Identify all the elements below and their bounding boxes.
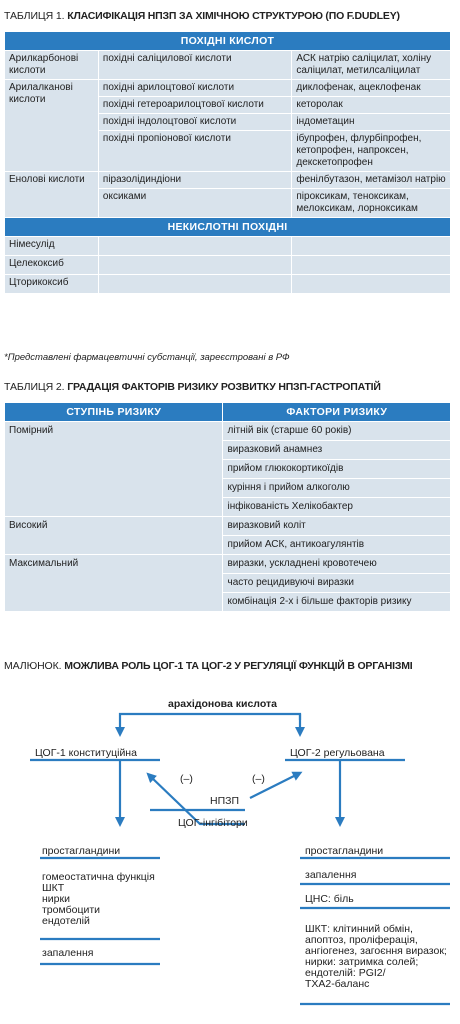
drugs-heteroaryl: кеторолак [292,97,451,114]
left-func-4: ендотелій [42,915,90,927]
figure-caption [4,660,412,672]
right-line-2: ангіогенез, загоєння виразок; [305,945,447,957]
factor-item: куріння і прийом алкоголю [223,479,451,498]
cox2-label: ЦОГ-2 регульована [290,747,385,759]
subgroup-salicylic: похідні саліцилової кислоти [98,51,291,80]
factor-item: виразковий коліт [223,517,451,536]
empty-cell [98,256,291,275]
right-inflam-label: запалення [305,869,357,881]
right-line-1: апоптоз, проліферація, [305,934,418,946]
table2-caption-title: ГРАДАЦІЯ ФАКТОРІВ РИЗИКУ РОЗВИТКУ НПЗП-ГАСТРОПАТІЙ [67,381,381,393]
subgroup-propionic: похідні пропіонової кислоти [98,131,291,172]
table1-footnote: *Представлені фармацевтичні субстанції, зареєстровані в РФ [4,352,290,363]
drugs-oxicams: піроксикам, теноксикам, мелоксикам, лорноксикам [292,189,451,218]
stage-maximal: Максимальний [5,555,223,612]
nsaid-label: НПЗП [210,795,240,807]
table2-caption-prefix: ТАБЛИЦЯ 2. [4,381,65,393]
table1-caption-title: КЛАСИФІКАЦІЯ НПЗП ЗА ХІМІЧНОЮ СТРУКТУРОЮ (ПО F.DUDLEY) [67,10,400,22]
drugs-pyrazol: фенілбутазон, метамізол натрію [292,172,451,189]
drugs-salicylic: АСК натрію саліцилат, холіну саліцилат, метилсаліцилат [292,51,451,80]
left-inflam-label: запалення [42,947,94,959]
subgroup-arylacetic: похідні арилоцтової кислоти [98,80,291,97]
factor-item: виразковий анамнез [223,441,451,460]
col-header-stage: СТУПІНЬ РИЗИКУ [5,403,223,422]
group-arylcarbon: Арилкарбонові кислоти [5,51,99,80]
drugs-propionic: ібупрофен, флурбіпрофен, кетопрофен, напроксен, декскетопрофен [292,131,451,172]
factor-item: виразки, ускладнені кровотечею [223,555,451,574]
classification-table [4,31,451,294]
factor-item: літній вік (старше 60 років) [223,422,451,441]
col-header-factors: ФАКТОРИ РИЗИКУ [223,403,451,422]
minus-left: (–) [180,773,193,785]
subgroup-oxicams: оксиками [98,189,291,218]
right-cns-label: ЦНС: біль [305,893,354,905]
left-func-0: гомеостатична функція [42,871,155,883]
arrow-to-cox1 [120,714,300,732]
left-func-2: нирки [42,893,70,905]
right-pg-label: простагландини [305,845,384,857]
empty-cell [292,275,451,294]
nonacid-etoricoxib: Цторикоксиб [5,275,99,294]
stage-moderate: Помірний [5,422,223,517]
empty-cell [292,237,451,256]
left-func-1: ШКТ [42,882,65,894]
empty-cell [98,275,291,294]
cox-diagram [0,684,460,1024]
group-enolic: Енолові кислоти [5,172,99,218]
risk-table [4,402,451,612]
table1-caption-prefix: ТАБЛИЦЯ 1. [4,10,65,22]
table1-caption [4,10,400,22]
section-header-acids: ПОХІДНІ КИСЛОТ [5,32,451,51]
empty-cell [98,237,291,256]
subgroup-heteroaryl: похідні гетероарилоцтової кислоти [98,97,291,114]
figure-caption-title: МОЖЛИВА РОЛЬ ЦОГ-1 ТА ЦОГ-2 У РЕГУЛЯЦІЇ ФУНКЦІЙ В ОРГАНІЗМІ [64,660,413,672]
factor-item: прийом глюкокортикоїдів [223,460,451,479]
factor-item: інфікованість Хелікобактер [223,498,451,517]
figure-caption-prefix: МАЛЮНОК. [4,660,62,672]
right-line-4: ендотелій: PGI2/ [305,967,386,979]
factor-item: прийом АСК, антикоагулянтів [223,536,451,555]
empty-cell [292,256,451,275]
minus-right: (–) [252,773,265,785]
drugs-arylacetic: диклофенак, ацеклофенак [292,80,451,97]
stage-high: Високий [5,517,223,555]
right-line-5: ТХА2-баланс [305,978,370,990]
factor-item: комбінація 2-х і більше факторів ризику [223,593,451,612]
nonacid-nimesulide: Німесулід [5,237,99,256]
right-line-0: ШКТ: клітинний обмін, [305,923,413,935]
subgroup-pyrazol: піразолідиндіони [98,172,291,189]
group-arylalkan: Арилалканові кислоти [5,80,99,172]
subgroup-indole: похідні індолоцтової кислоти [98,114,291,131]
factor-item: часто рецидивуючі виразки [223,574,451,593]
left-pg-label: простагландини [42,845,121,857]
nonacid-celecoxib: Целекоксиб [5,256,99,275]
left-func-3: тромбоцити [42,904,100,916]
right-line-3: нирки: затримка солей; [305,956,419,968]
cox-inhibitors-label: ЦОГ-інгібітори [178,817,248,829]
section-header-nonacid: НЕКИСЛОТНІ ПОХІДНІ [5,218,451,237]
table2-caption [4,381,381,393]
cox1-label: ЦОГ-1 конституційна [35,747,137,759]
drugs-indole: індометацин [292,114,451,131]
arachidonic-label: арахідонова кислота [168,698,277,710]
